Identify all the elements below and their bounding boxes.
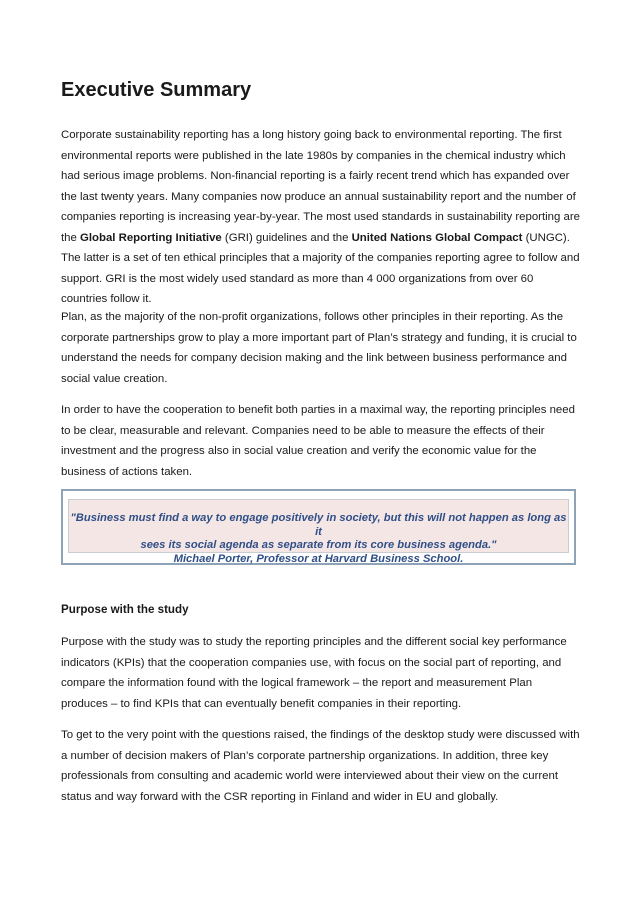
paragraph-interviews: To get to the very point with the questions raised, the findings of the desktop study were discussed with a number of decision makers of Plan’s corporate partnership organizations. In addition, three key professionals from consulting and academic world were interviewed about their view on the current status and way forward with the CSR reporting in Finland and wider in EU and globally. [61,729,580,803]
quote-text [68,499,569,565]
p1-text-1: Corporate sustainability reporting has a long history going back to environmental reporting. The first environmental reports were published in the late 1980s by companies in the chemical industry which had serious image problems. Non-financial reporting is a fairly recent trend which has expanded over the last twenty years. Many companies now produce an annual sustainability report and the number of companies reporting is increasing year-by-year. The most used standards in sustainability reporting are the [61,129,580,244]
paragraph-purpose: Purpose with the study was to study the reporting principles and the different social key performance indicators (KPIs) that the cooperation companies use, with focus on the social part of reporting, and compare the information found with the logical framework – the report and measurement Plan produces – to find KPIs that can eventually benefit companies in their reporting. [61,636,567,710]
quote-box [61,489,576,565]
ungc-bold: United Nations Global Compact [351,231,523,244]
paragraph-cooperation: In order to have the cooperation to benefit both parties in a maximal way, the reporting principles need to be clear, measurable and relevant. Companies need to be able to measure the effects of their investment and the progress also in social value creation and verify the economic value for the business of actions taken. [61,404,575,478]
gri-bold: Global Reporting Initiative [80,231,222,244]
p1-text-3: (UNGC). The latter is a set of ten ethical principles that a majority of the companies reporting agree to follow and support. GRI is the most widely used standard as more than 4 000 organizations from over 60 countries follow it. [61,231,580,305]
quote-line-2: sees its social agenda as separate from its core business agenda." [140,539,497,551]
p1-text-2: (GRI) guidelines and the [221,231,352,244]
quote-line-1: "Business must find a way to engage positively in society, but this will not happen as long as it [70,512,567,538]
page-title: Executive Summary [61,79,252,101]
paragraph-plan-principles: Plan, as the majority of the non-profit organizations, follows other principles in their reporting. As the corporate partnerships grow to play a more important part of Plan’s strategy and funding, it is crucial to understand the needs for company decision making and the link between business performance and social value creation. [61,311,577,385]
quote-attribution: Michael Porter, Professor at Harvard Business School. [173,552,464,565]
paragraph-sustainability-reporting [61,125,581,310]
purpose-heading: Purpose with the study [61,603,189,616]
